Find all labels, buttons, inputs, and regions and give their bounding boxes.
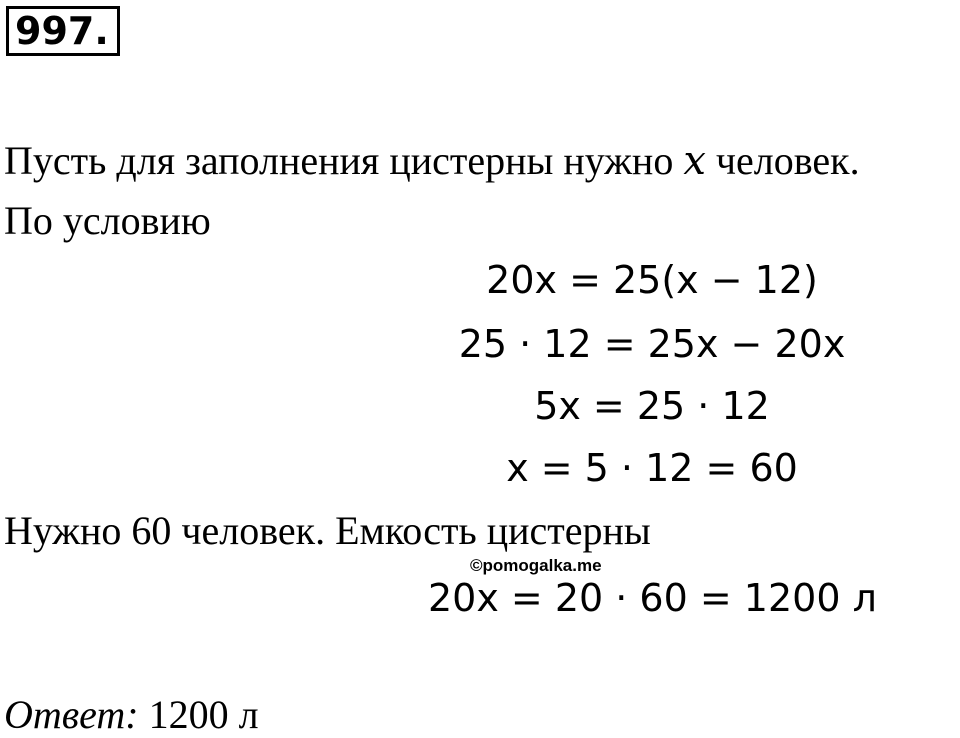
watermark: ©pomogalka.me — [470, 556, 602, 575]
intro-before: Пусть для заполнения цистерны нужно — [4, 138, 684, 183]
answer-line — [4, 692, 259, 738]
intro-line — [4, 138, 860, 184]
condition-line: По условию — [4, 198, 211, 243]
equation-1: 20x = 25(x − 12) — [486, 258, 818, 302]
final-equation: 20x = 20 · 60 = 1200 л — [428, 576, 877, 620]
intro-after: человек. — [705, 138, 860, 183]
equation-3: 5x = 25 · 12 — [534, 384, 770, 428]
problem-number: 997. — [6, 6, 120, 56]
answer-value: 1200 л — [138, 692, 259, 737]
equation-4: x = 5 · 12 = 60 — [506, 446, 798, 490]
intro-variable: x — [683, 138, 706, 184]
conclusion-line: Нужно 60 человек. Емкость цистерны — [4, 508, 651, 553]
answer-label: Ответ: — [4, 692, 139, 737]
equation-2: 25 · 12 = 25x − 20x — [458, 322, 846, 366]
